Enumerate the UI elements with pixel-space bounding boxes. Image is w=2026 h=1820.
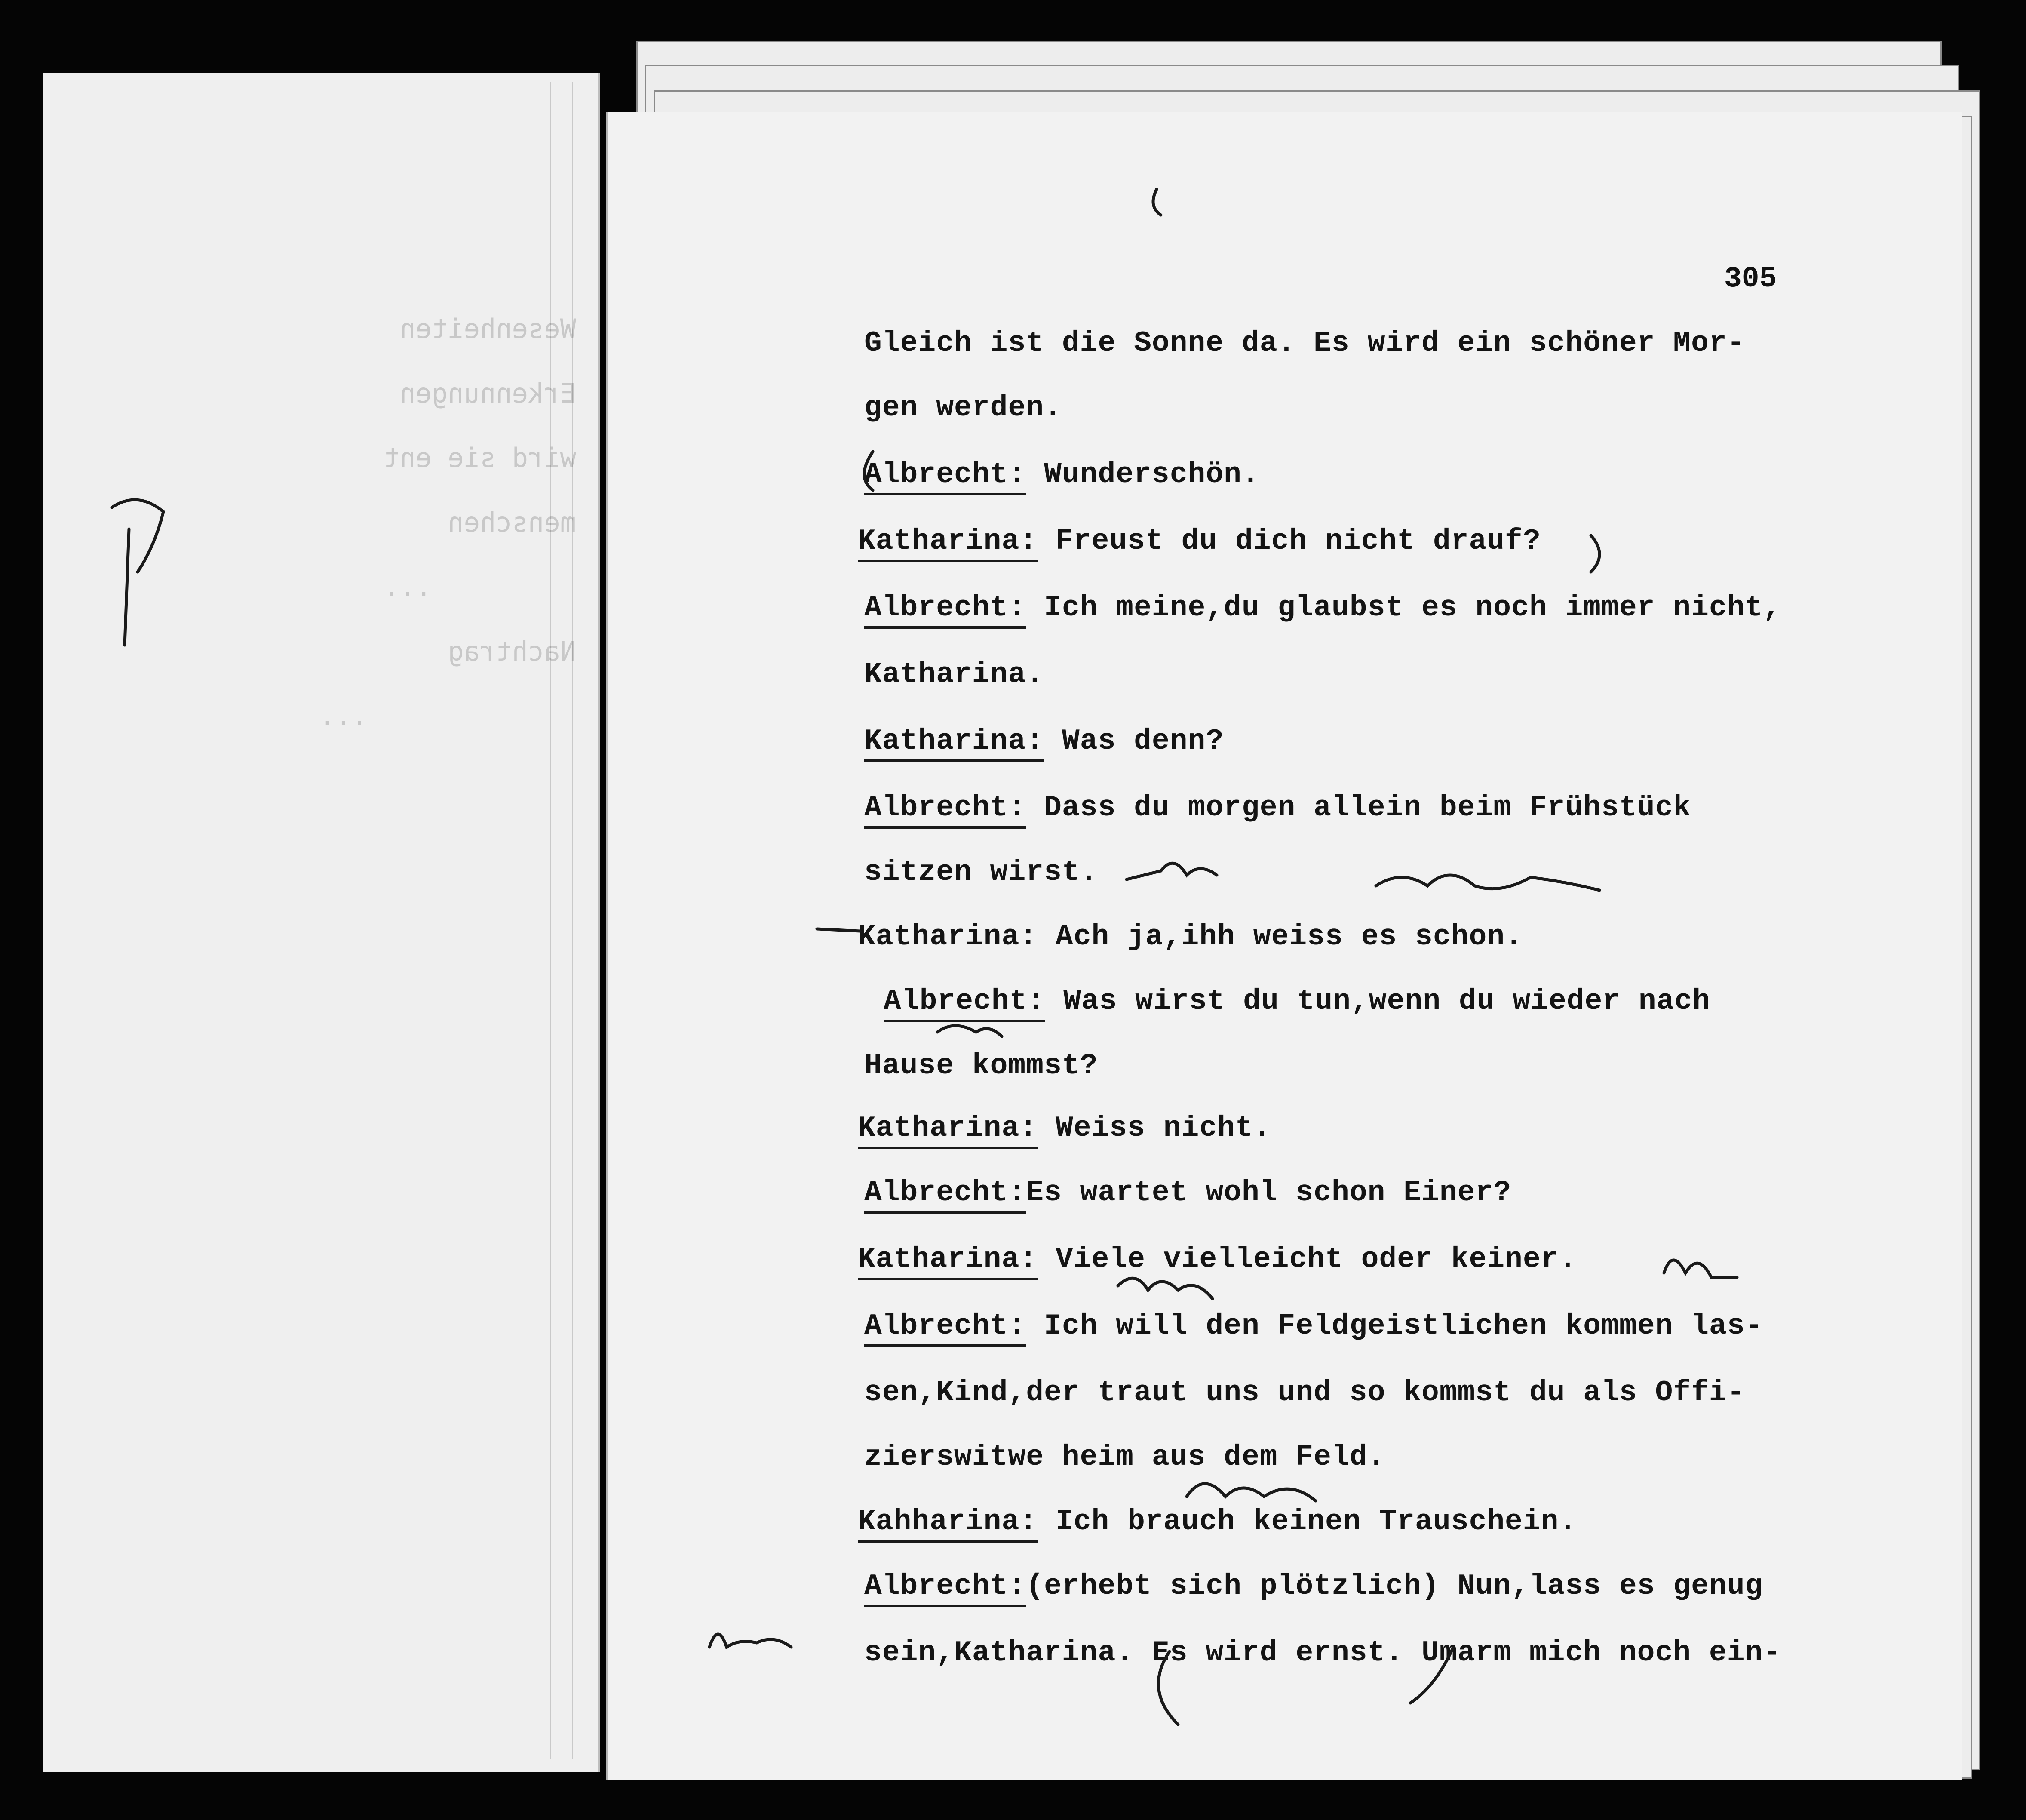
dialogue-text: Hause kommst? <box>864 1049 1098 1082</box>
speaker-label: Albrecht: <box>864 458 1026 495</box>
dialogue-text: Viele vielleicht oder keiner. <box>1038 1243 1577 1276</box>
dialogue-text: Dass du morgen allein beim Frühstück <box>1026 791 1691 824</box>
speaker-label: Albrecht: <box>864 1570 1026 1607</box>
dialogue-text: Es wartet wohl schon Einer? <box>1026 1176 1512 1209</box>
pencil-stroke <box>125 529 129 645</box>
dialogue-text: Weiss nicht. <box>1038 1112 1271 1145</box>
dialogue-text: Was wirst du tun,wenn du wieder nach <box>1045 985 1711 1018</box>
pencil-slash-mark <box>1410 1647 1453 1703</box>
speaker-label: Albrecht: <box>884 985 1045 1022</box>
dialogue-text: sein,Katharina. Es wird ernst. Umarm mich noch ein- <box>864 1636 1781 1669</box>
pencil-scribble <box>937 1026 1002 1036</box>
dialogue-text: (erhebt sich plötzlich) Nun,lass es genug <box>1026 1570 1763 1603</box>
dialogue-text: Freust du dich nicht drauf? <box>1038 525 1541 558</box>
speaker-label: Albrecht: <box>864 791 1026 829</box>
pencil-bracket-mark <box>1591 535 1599 572</box>
dialogue-text: sitzen wirst. <box>864 856 1098 889</box>
dialogue-text: Katharina. <box>864 658 1044 691</box>
dialogue-text: Ich will den Feldgeistlichen kommen las- <box>1026 1310 1763 1343</box>
pencil-scribble <box>709 1634 791 1647</box>
speaker-label: Albrecht: <box>864 591 1026 629</box>
pencil-bracket-mark <box>864 452 873 490</box>
pencil-scribble <box>1127 863 1217 879</box>
dialogue-text: Ich meine,du glaubst es noch immer nicht, <box>1026 591 1781 624</box>
dialogue-text: Ich brauch keinen Trauschein. <box>1038 1505 1577 1538</box>
pencil-tick-mark <box>1153 189 1161 215</box>
dialogue-text: sen,Kind,der traut uns und so kommst du als Offi- <box>864 1376 1745 1409</box>
dialogue-text: zierswitwe heim aus dem Feld. <box>864 1441 1386 1474</box>
speaker-label: Katharina: <box>858 525 1038 562</box>
pencil-scribble <box>1664 1260 1737 1277</box>
page-number: 305 <box>1724 262 1777 295</box>
pencil-dash-mark <box>817 929 860 931</box>
speaker-label: Katharina: <box>858 920 1038 953</box>
pencil-scribble <box>1376 875 1599 890</box>
pencil-bracket-mark <box>1158 1651 1178 1725</box>
pencil-scribble <box>1187 1484 1316 1501</box>
speaker-label: Albrecht: <box>864 1310 1026 1347</box>
dialogue-text: gen werden. <box>864 391 1062 424</box>
speaker-label: Katharina: <box>858 1243 1038 1280</box>
pencil-scribble <box>112 500 163 572</box>
dialogue-text: Gleich ist die Sonne da. Es wird ein schöner Mor- <box>864 327 1745 360</box>
dialogue-text: Wunderschön. <box>1026 458 1260 491</box>
bleed-through-text: Wesenheiten Erkennungen wird sie ent menschen ... Nachtrag ... <box>319 313 576 732</box>
speaker-label: Katharina: <box>864 725 1044 762</box>
pencil-scribble <box>1118 1278 1213 1299</box>
speaker-label: Albrecht: <box>864 1176 1026 1214</box>
dialogue-text: Ach ja,ihh weiss es schon. <box>1038 920 1523 953</box>
dialogue-text: Was denn? <box>1044 725 1224 758</box>
speaker-label: Katharina: <box>858 1112 1038 1149</box>
speaker-label: Kahharina: <box>858 1505 1038 1543</box>
